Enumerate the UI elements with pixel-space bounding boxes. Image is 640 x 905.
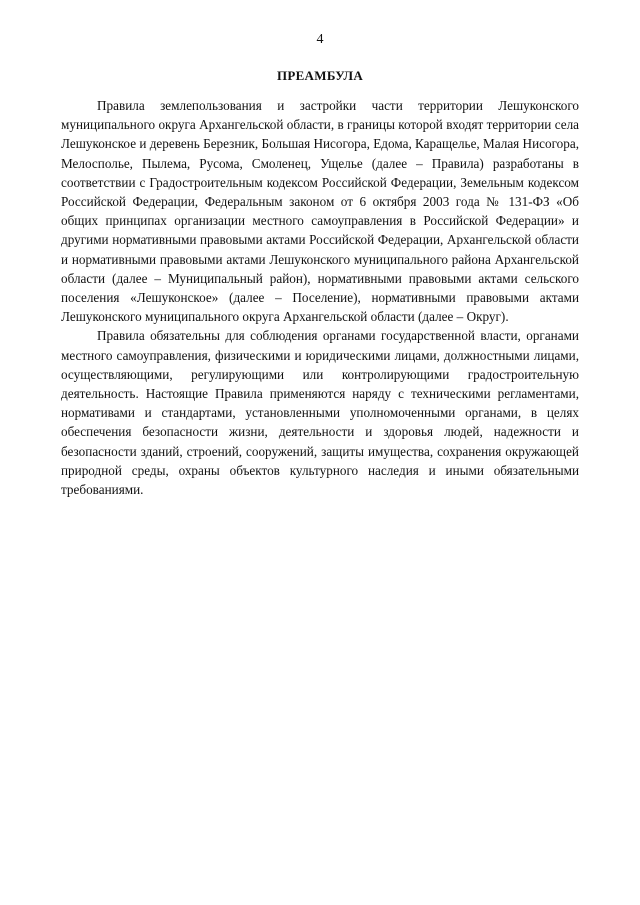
- paragraph: Правила землепользования и застройки части территории Лешуконского муниципального округа Архангельской области, в границы которой входят территории села Лешуконское и деревень Березник, Большая Нисогора, Едома, Каращелье, Малая Нисогора, Мелосполье, Пылема, Русома, Смоленец, Ущелье (далее – Правила) разработаны в соответствии с Градостроительным кодексом Российской Федерации, Земельным кодексом Российской Федерации, Федеральным законом от 6 октября 2003 года № 131-ФЗ «Об общих принципах организации местного самоуправления в Российской Федерации» и другими нормативными правовыми актами Российской Федерации, Архангельской области и нормативными правовыми актами Лешуконского муниципального района Архангельской области (далее – Муниципальный район), нормативными правовыми актами сельского поселения «Лешуконское» (далее – Поселение), нормативными правовыми актами Лешуконского муниципального округа Архангельской области (далее – Округ).: [61, 98, 579, 325]
- body-text: [61, 96, 579, 499]
- paragraph: Правила обязательны для соблюдения органами государственной власти, органами местного самоуправления, физическими и юридическими лицами, должностными лицами, осуществляющими, регулирующими или контролирующими градостроительную деятельность. Настоящие Правила применяются наряду с техническими регламентами, нормативами и стандартами, установленными уполномоченными органами, в целях обеспечения безопасности жизни, деятельности и здоровья людей, надежности и безопасности зданий, строений, сооружений, защиты имущества, сохранения окружающей природной среды, охраны объектов культурного наследия и иными обязательными требованиями.: [61, 328, 579, 498]
- page-number: 4: [316, 32, 324, 47]
- section-title: ПРЕАМБУЛА: [276, 68, 364, 83]
